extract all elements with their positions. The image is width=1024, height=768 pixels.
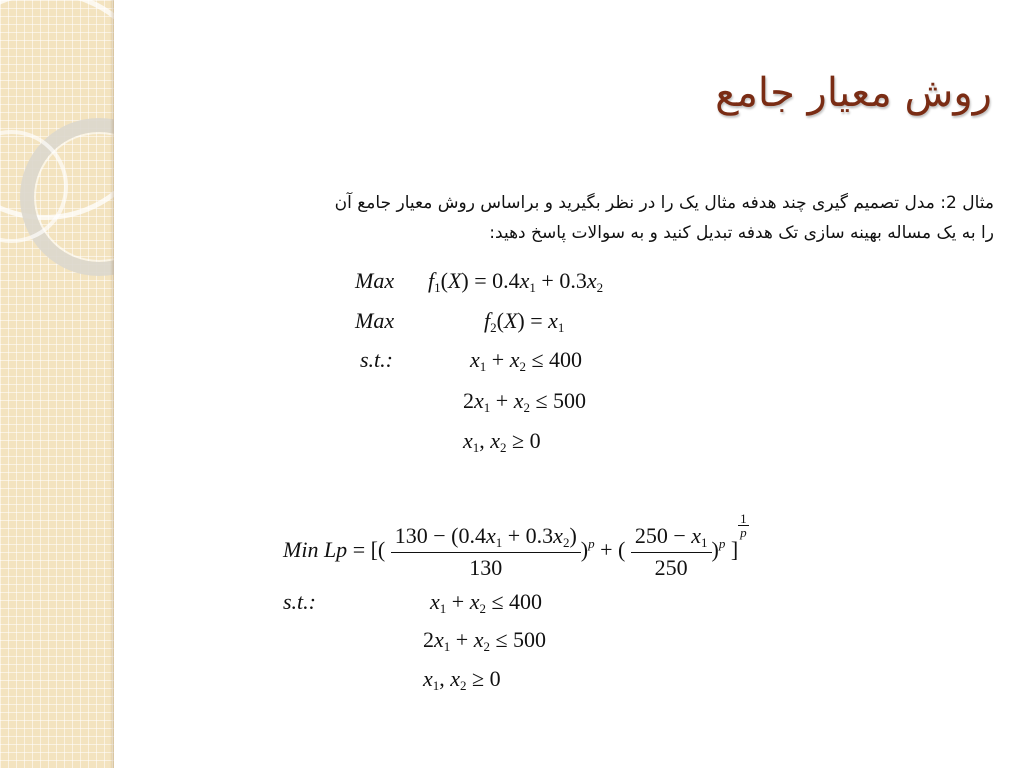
objective-1-expression: $f_1(X) = 0.4x_1 + 0.3x_2$ <box>428 268 604 295</box>
lp-objective-label: Min Lp <box>283 537 348 562</box>
slide-title: روش معیار جامع <box>715 70 992 116</box>
subject-to-label: s.t.: <box>283 589 316 614</box>
fraction-2-numerator: $250 - x_1$ <box>631 523 712 553</box>
lp-constraint-1-rhs: ≤ 400 <box>491 589 543 614</box>
fraction-2 <box>631 523 712 581</box>
constraint-1: $x_1 + x_2 \le 400$ <box>470 347 583 374</box>
lp-objective: Min Lp = [( $\frac{130 - (0.4x_1 + 0.3x_2)}{130}$ )$^p$ + ( $\frac{250 - x_1}{250}$ )$^p$ ] $\frac{1}{p}$ <box>283 511 747 580</box>
lp-constraint-2-rhs: ≤ 500 <box>495 627 547 652</box>
intro-paragraph <box>174 188 994 248</box>
fraction-2-denominator: 250 <box>654 554 688 580</box>
fraction-1 <box>391 523 581 581</box>
fraction-1-denominator: 130 <box>469 554 503 580</box>
constraint-2-rhs: ≤ 500 <box>535 388 587 413</box>
constraint-3-rhs: ≥ 0 <box>512 428 541 453</box>
objective-1-label: Max <box>355 268 395 293</box>
lp-constraint-3-rhs: ≥ 0 <box>472 666 501 691</box>
exponent-p: p <box>588 536 595 551</box>
constraint-3: $x_1$, $x_2 \ge 0$ <box>463 428 541 455</box>
subject-to-label: s.t.: <box>360 347 393 372</box>
lp-constraint-1: $x_1 + x_2 \le 400$ <box>430 589 543 616</box>
intro-line-1: مثال 2: مدل تصمیم گیری چند هدفه مثال یک را در نظر بگیرید و براساس روش معیار جامع آن <box>334 193 994 213</box>
fraction-1-numerator: $130 - (0.4x_1 + 0.3x_2)$ <box>391 523 581 553</box>
constraint-1-rhs: ≤ 400 <box>531 347 583 372</box>
lp-constraint-2: $2x_1 + x_2 \le 500$ <box>423 627 547 654</box>
objective-2-expression: $f_2(X) = x_1$ <box>484 308 565 335</box>
intro-line-2: را به یک مساله بهینه سازی تک هدفه تبدیل کنید و به سوالات پاسخ دهید: <box>489 223 994 243</box>
lp-constraint-3: $x_1$, $x_2 \ge 0$ <box>423 666 501 693</box>
outer-exponent: $\frac{1}{p}$ <box>740 511 747 540</box>
decorative-side-strip <box>0 0 114 768</box>
exponent-p: p <box>718 536 726 551</box>
objective-2-label: Max <box>355 308 395 333</box>
constraint-2: $2x_1 + x_2 \le 500$ <box>463 388 587 415</box>
